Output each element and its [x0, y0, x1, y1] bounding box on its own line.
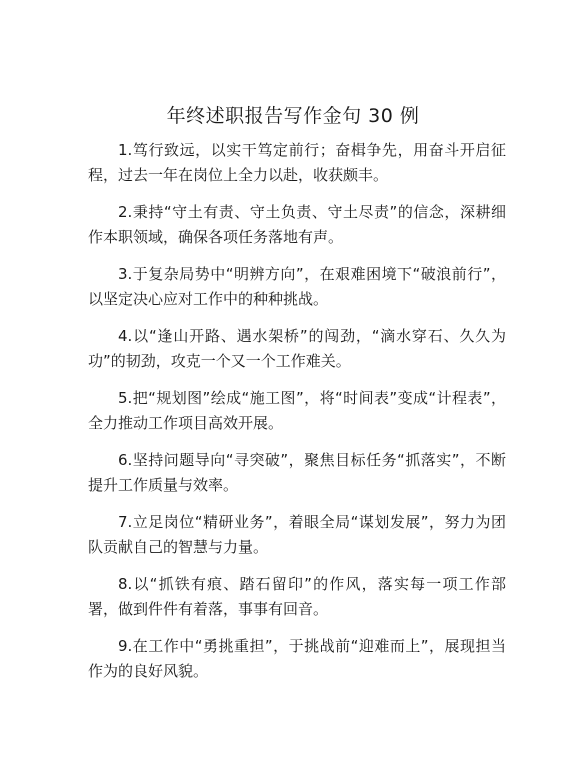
document-title: 年终述职报告写作金句 30 例 — [166, 105, 420, 127]
list-item: 7.立足岗位“精研业务”，着眼全局“谋划发展”，努力为团队贡献自己的智慧与力量。 — [88, 513, 506, 556]
list-item: 6.坚持问题导向“寻突破”，聚焦目标任务“抓落实”，不断提升工作质量与效率。 — [88, 451, 506, 494]
list-item: 8.以“抓铁有痕、踏石留印”的作风，落实每一项工作部署，做到件件有着落，事事有回音。 — [88, 575, 506, 618]
list-item: 2.秉持“守土有责、守土负责、守土尽责”的信念，深耕细作本职领域，确保各项任务落地有声。 — [88, 203, 506, 246]
list-item: 4.以“逢山开路、遇水架桥”的闯劲，“滴水穿石、久久为功”的韧劲，攻克一个又一个工作难关。 — [88, 327, 506, 370]
item-list — [88, 138, 506, 696]
list-item: 1.笃行致远，以实干笃定前行；奋楫争先，用奋斗开启征程，过去一年在岗位上全力以赴，收获颇丰。 — [88, 141, 506, 184]
list-item: 3.于复杂局势中“明辨方向”，在艰难困境下“破浪前行”，以坚定决心应对工作中的种种挑战。 — [88, 265, 506, 308]
list-item: 9.在工作中“勇挑重担”，于挑战前“迎难而上”，展现担当作为的良好风貌。 — [88, 637, 506, 680]
list-item: 5.把“规划图”绘成“施工图”，将“时间表”变成“计程表”，全力推动工作项目高效开展。 — [88, 389, 506, 432]
